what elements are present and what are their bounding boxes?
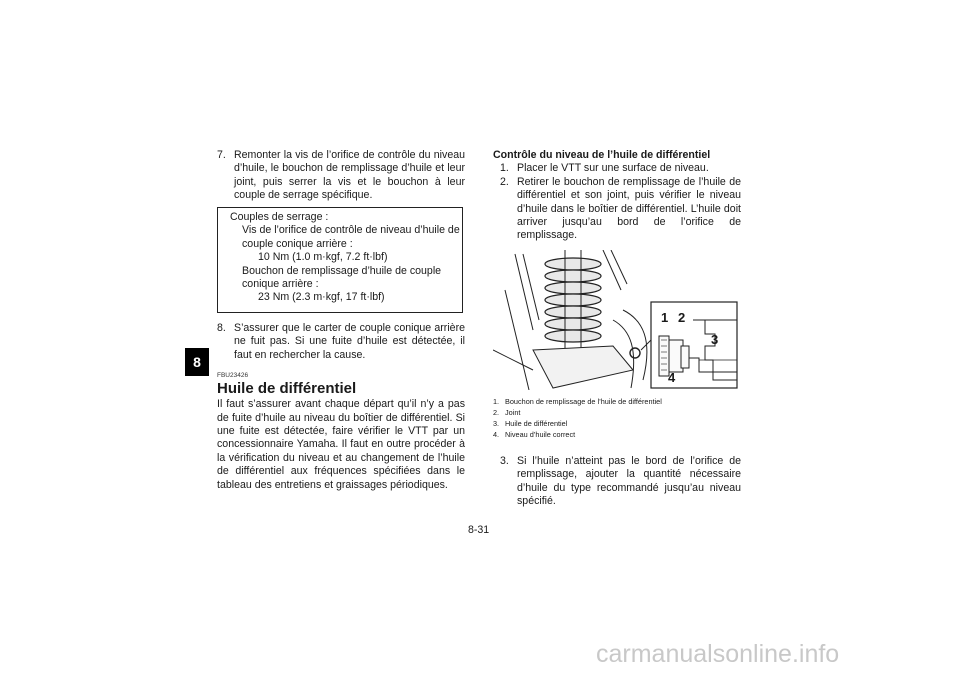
spec-line-2: Bouchon de remplissage d’huile de couple conique arrière : <box>242 264 442 291</box>
subsection-title: Contrôle du niveau de l’huile de différentiel <box>493 149 711 161</box>
section-title: Huile de différentiel <box>217 380 357 398</box>
step-number: 2. <box>500 175 509 188</box>
legend-item <box>493 418 741 429</box>
legend-number: 4. <box>493 430 500 439</box>
torque-spec-box <box>217 207 463 313</box>
step-text: Placer le VTT sur une surface de niveau. <box>517 162 709 175</box>
spec-value-1: 10 Nm (1.0 m·kgf, 7.2 ft·lbf) <box>258 251 388 264</box>
figure-legend <box>493 396 741 440</box>
step-number: 7. <box>217 149 226 161</box>
legend-item <box>493 407 741 418</box>
step-7 <box>217 149 465 203</box>
step-text: Remonter la vis de l’orifice de contrôle du niveau d’huile, le bouchon de remplissage d’huile et leur joint, puis serrer la vis et le bouchon à leur couple de serrage spécifique. <box>234 149 465 202</box>
step-2 <box>493 176 741 243</box>
right-column-lower <box>500 455 741 509</box>
section-paragraph: Il faut s’assurer avant chaque départ qu’il n’y a pas de fuite d’huile au niveau du boîtier de différentiel. Si une fuite est détectée, faire vérifier le VTT par un concessionnaire Yamaha. Il faut en outre procéder à la vérification du niveau et au changement de l’huile de différentiel aux fréquences spécifiées dans le tableau des entretiens et graissages périodiques. <box>217 398 465 491</box>
left-column-lower <box>217 322 465 492</box>
differential-illustration <box>493 250 741 390</box>
legend-number: 3. <box>493 419 500 428</box>
figure-label-4: 4 <box>668 370 676 385</box>
figure-label-3: 3 <box>711 332 719 347</box>
legend-text: Bouchon de remplissage de l’huile de différentiel <box>505 397 662 406</box>
legend-text: Niveau d’huile correct <box>505 430 576 439</box>
left-column <box>217 149 465 203</box>
differential-oil-figure <box>493 250 741 390</box>
figure-label-1: 1 <box>661 310 669 325</box>
legend-text: Joint <box>505 408 521 417</box>
step-text: S’assurer que le carter de couple conique arrière ne fuit pas. Si une fuite d’huile est détectée, il faut en rechercher la cause. <box>234 322 465 361</box>
spec-line-1: Vis de l’orifice de contrôle de niveau d’huile de couple conique arrière : <box>242 224 460 250</box>
reference-code: FBU23426 <box>217 372 249 380</box>
step-number: 8. <box>217 322 226 334</box>
legend-text: Huile de différentiel <box>505 419 568 428</box>
page-number: 8-31 <box>468 524 490 536</box>
spec-heading: Couples de serrage : <box>230 211 329 223</box>
step-3 <box>500 455 741 509</box>
spec-value-2: 23 Nm (2.3 m·kgf, 17 ft·lbf) <box>258 291 385 304</box>
chapter-tab: 8 <box>185 348 209 376</box>
step-text: Si l’huile n’atteint pas le bord de l’orifice de remplissage, ajouter la quantité nécessaire d’huile du type recommandé jusqu’au niveau spécifié. <box>517 455 741 508</box>
right-column <box>493 149 741 243</box>
figure-label-2: 2 <box>678 310 686 325</box>
legend-item <box>493 396 741 407</box>
step-text: Retirer le bouchon de remplissage de l’huile de différentiel et son joint, puis vérifier le niveau d’huile dans le boîtier de différentiel. L’huile doit arriver jusqu’au bord de l’orifice de remplissage. <box>517 175 741 242</box>
legend-item <box>493 429 741 440</box>
step-number: 1. <box>500 162 509 175</box>
legend-number: 1. <box>493 397 500 406</box>
step-8 <box>217 322 465 362</box>
legend-number: 2. <box>493 408 500 417</box>
step-1 <box>493 162 741 175</box>
step-number: 3. <box>500 455 509 467</box>
watermark: carmanualsonline.info <box>596 640 840 668</box>
